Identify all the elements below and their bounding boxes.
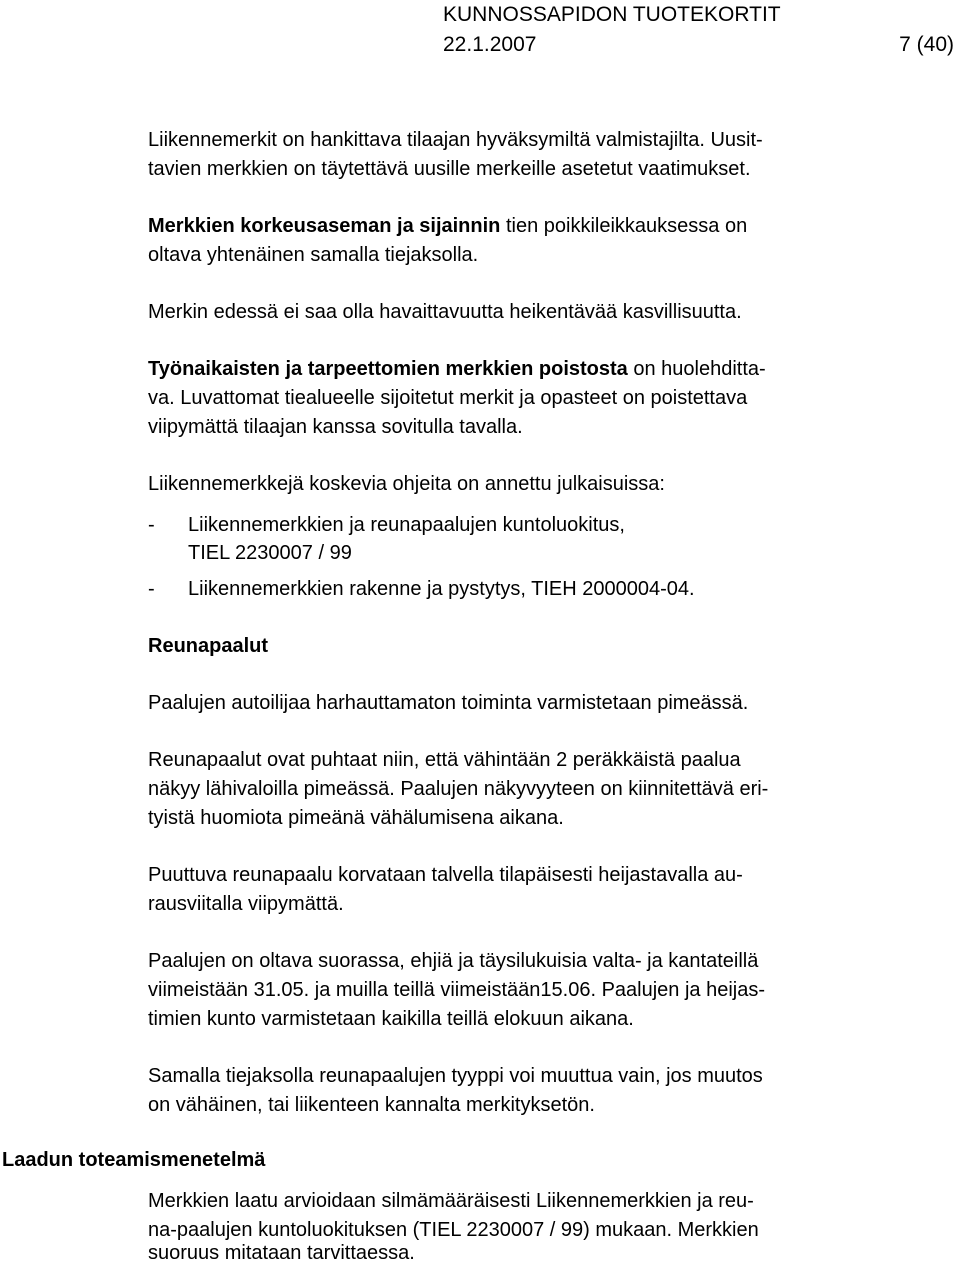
paragraph-line: Paalujen on oltava suorassa, ehjiä ja täysilukuisia valta- ja kantateillä bbox=[148, 950, 759, 972]
paragraph-line: tyistä huomiota pimeänä vähälumisena aikana. bbox=[148, 807, 564, 829]
paragraph-line: Merkin edessä ei saa olla havaittavuutta heikentävää kasvillisuutta. bbox=[148, 301, 742, 323]
paragraph-line: Samalla tiejaksolla reunapaalujen tyyppi voi muuttua vain, jos muutos bbox=[148, 1065, 763, 1087]
document-title: KUNNOSSAPIDON TUOTEKORTIT bbox=[443, 3, 781, 26]
document-date: 22.1.2007 bbox=[443, 33, 537, 56]
paragraph-line: viipymättä tilaajan kanssa sovitulla tavalla. bbox=[148, 416, 523, 438]
list-item: Liikennemerkkien ja reunapaalujen kuntoluokitus, bbox=[188, 514, 625, 536]
paragraph-line: näkyy lähivaloilla pimeässä. Paalujen näkyvyyteen on kiinnitettävä eri- bbox=[148, 778, 769, 800]
paragraph-line: Liikennemerkkejä koskevia ohjeita on annettu julkaisuissa: bbox=[148, 473, 665, 495]
paragraph-line: na-paalujen kuntoluokituksen (TIEL 2230007 / 99) mukaan. Merkkien bbox=[148, 1219, 759, 1241]
paragraph-line: Puuttuva reunapaalu korvataan talvella tilapäisesti heijastavalla au- bbox=[148, 864, 743, 886]
bold-phrase: Merkkien korkeusaseman ja sijainnin bbox=[148, 215, 501, 237]
paragraph-line: Reunapaalut ovat puhtaat niin, että vähintään 2 peräkkäistä paalua bbox=[148, 749, 741, 771]
paragraph-line bbox=[148, 212, 747, 241]
section-heading: Reunapaalut bbox=[148, 635, 269, 657]
paragraph-line: rausviitalla viipymättä. bbox=[148, 893, 344, 915]
paragraph-line: timien kunto varmistetaan kaikilla teillä elokuun aikana. bbox=[148, 1008, 634, 1030]
list-dash: - bbox=[148, 578, 155, 600]
paragraph-line: Paalujen autoilijaa harhauttamaton toiminta varmistetaan pimeässä. bbox=[148, 692, 749, 714]
paragraph-line: on vähäinen, tai liikenteen kannalta merkityksetön. bbox=[148, 1094, 595, 1116]
list-item: Liikennemerkkien rakenne ja pystytys, TIEH 2000004-04. bbox=[188, 578, 695, 600]
paragraph-line: Merkkien laatu arvioidaan silmämääräisesti Liikennemerkkien ja reu- bbox=[148, 1190, 754, 1212]
paragraph-line bbox=[148, 355, 766, 384]
paragraph-line: Liikennemerkit on hankittava tilaajan hyväksymiltä valmistajilta. Uusit- bbox=[148, 129, 763, 151]
side-heading: Laadun toteamismenetelmä bbox=[2, 1149, 266, 1171]
page-number: 7 (40) bbox=[899, 33, 954, 56]
paragraph-line: viimeistään 31.05. ja muilla teillä viimeistään15.06. Paalujen ja heijas- bbox=[148, 979, 766, 1001]
list-item-continuation: TIEL 2230007 / 99 bbox=[188, 542, 352, 564]
bold-phrase: Työnaikaisten ja tarpeettomien merkkien poistosta bbox=[148, 358, 628, 380]
paragraph-line: va. Luvattomat tiealueelle sijoitetut merkit ja opasteet on poistettava bbox=[148, 387, 748, 409]
paragraph-line: suoruus mitataan tarvittaessa. bbox=[148, 1242, 415, 1264]
text-run: tien poikkileikkauksessa on bbox=[500, 215, 748, 237]
paragraph-line: oltava yhtenäinen samalla tiejaksolla. bbox=[148, 244, 479, 266]
list-dash: - bbox=[148, 514, 155, 536]
text-run: on huolehditta- bbox=[627, 358, 766, 380]
paragraph-line: tavien merkkien on täytettävä uusille merkeille asetetut vaatimukset. bbox=[148, 158, 751, 180]
